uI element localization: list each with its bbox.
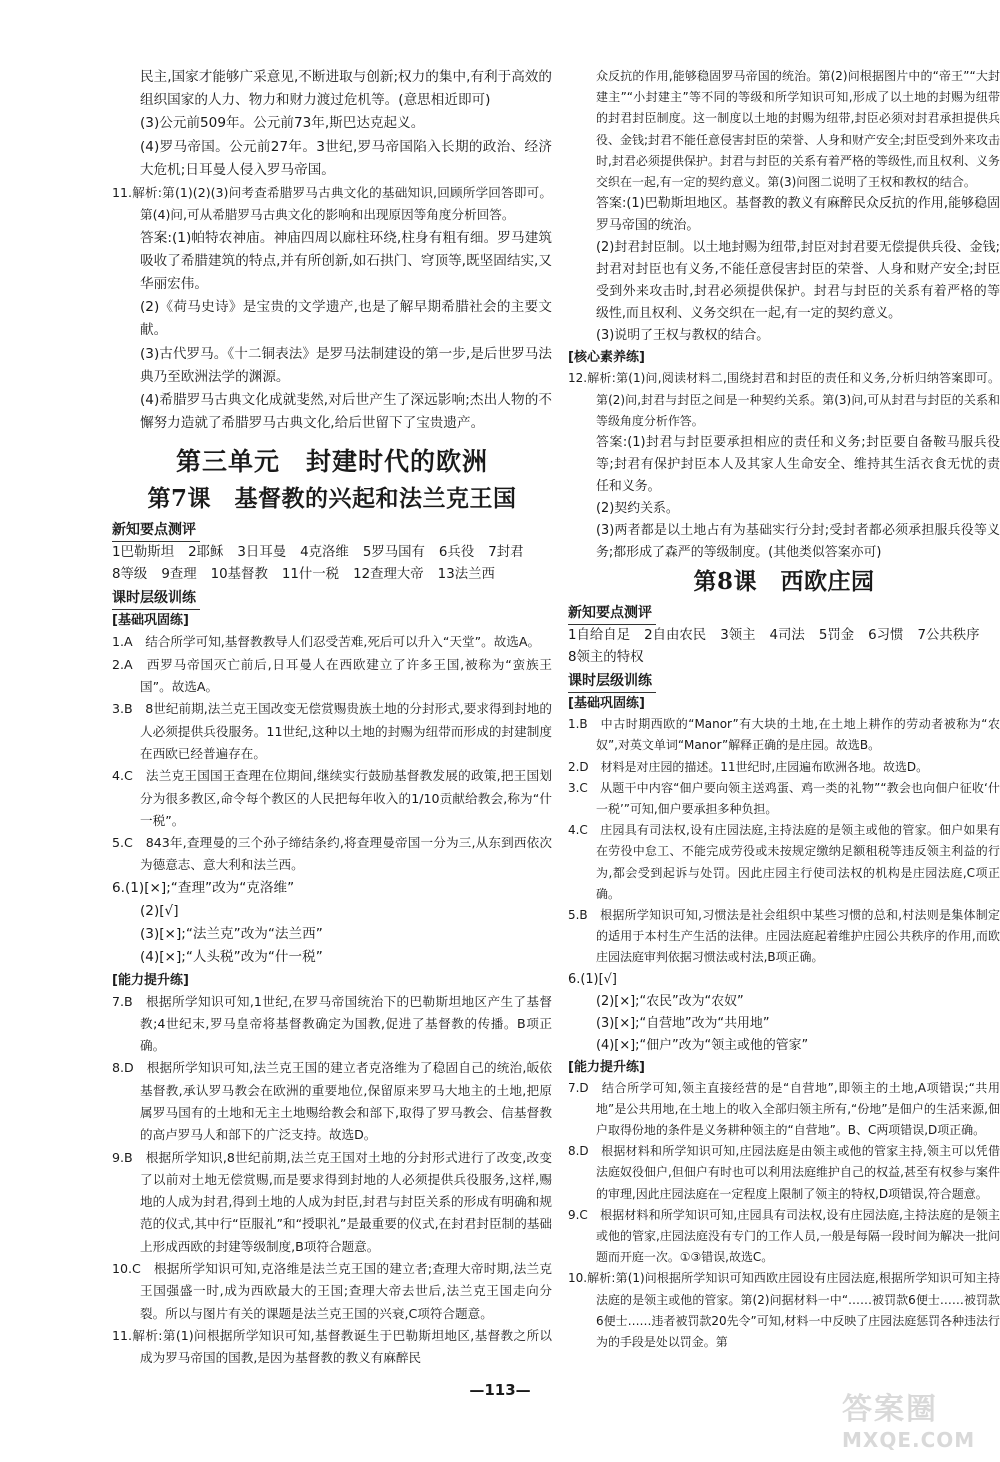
kp8-item: 4司法 (769, 628, 805, 644)
q12-analysis: 12.解析:第(1)问,阅读材料二,围绕封君和封臣的责任和义务,分析归纳答案即可。第(2)问,封君与封臣之间是一种契约关系。第(3)问,可从封君与封臣的关系和等级角度分析作答。 (568, 371, 1000, 428)
answer-item: 4.C 庄园具有司法权,设有庄园法庭,主持法庭的是领主或他的管家。佃户如果有在劳役中怠工、不能完成劳役或未按规定缴纳足额租税等违反领主利益的行为,都会受到起诉与处罚。因此庄园主行使司法权的机构是庄园法庭,C项正确。 (568, 823, 1000, 901)
answer-item: 1.B 中古时期西欧的“Manor”有大块的土地,在土地上耕作的劳动者被称为“农奴”,对英文单词“Manor”解释正确的是庄园。故选B。 (568, 717, 1000, 753)
kp7-item: 12查理大帝 (353, 567, 424, 583)
answer-item: 9.B 根据所学知识,8世纪前期,法兰克王国对土地的分封形式进行了改变,改变了以前对土地无偿赏赐,而是要求得到封地的人必须提供兵役服务,这样,赐地的人成为封君,得到土地的人成为封臣,封君与封臣关系的形成有明确和规范的仪式,其中行“臣服礼”和“授职礼”是最重要的仪式,在封君封臣制的基础上形成西欧的封建等级制度,B项符合题意。 (112, 1149, 552, 1254)
ability-practice-heading-7: [能力提升练] (112, 972, 189, 988)
kp7-item: 10基督教 (210, 567, 268, 583)
kp7-item: 4克洛维 (300, 545, 349, 561)
q11-answer-right-3: (3)说明了王权与教权的结合。 (596, 328, 770, 344)
q12-answer-2: (2)契约关系。 (596, 501, 679, 517)
right-column (568, 66, 1000, 1353)
answer-item: 3.C 从题干中内容“佃户要向领主送鸡蛋、鸡一类的礼物”“教会也向佃户征收‘什一税’”可知,佃户要承担多种负担。 (568, 780, 1000, 817)
q11-answer-right-1: 答案:(1)巴勒斯坦地区。基督教的教义有麻醉民众反抗的作用,能够稳固罗马帝国的统治。 (596, 196, 1000, 234)
section-level-training-7 (112, 587, 552, 610)
basic-practice-heading-8: [基础巩固练] (568, 696, 645, 712)
answer-item: (4)[×];“佃户”改为“领主或他的管家” (596, 1037, 809, 1053)
lesson-7-title: 第7课 基督教的兴起和法兰克王国 (147, 485, 517, 513)
q11-answer-3: (3)古代罗马。《十二铜表法》是罗马法制建设的第一步,是后世罗马法典乃至欧洲法学的渊源。 (140, 345, 552, 385)
answer-item: 8.D 根据材料和所学知识可知,庄园法庭是由领主或他的管家主持,领主可以凭借法庭奴役佃户,但佃户有时也可以利用法庭维护自己的权益,甚至有权参与案件的审理,因此庄园法庭在一定程度上限制了领主的特权,D项错误,符合题意。 (568, 1144, 1000, 1201)
unit-title: 第三单元 封建时代的欧洲 (175, 447, 488, 477)
kp7-item: 5罗马国有 (362, 545, 425, 561)
intro-answer-3: (4)罗马帝国。公元前27年。3世纪,罗马帝国陷入长期的政治、经济大危机;日耳曼人侵入罗马帝国。 (140, 138, 552, 178)
answer-item: 10.C 根据所学知识可知,克洛维是法兰克王国的建立者;查理大帝时期,法兰克王国强盛一时,成为西欧最大的王国;查理大帝去世后,法兰克王国走向分裂。所以与图片有关的课题是法兰克王国的兴衰,C项符合题意。 (112, 1261, 552, 1321)
answer-item: 6.(1)[×];“查理”改为“克洛维” (112, 879, 295, 896)
answer-item: 11.解析:第(1)问根据所学知识可知,基督教诞生于巴勒斯坦地区,基督教之所以成为罗马帝国的国教,是因为基督教的教义有麻醉民 (112, 1327, 552, 1366)
kp7-item: 7封君 (488, 545, 524, 561)
section-level-training-7-label: 课时层级训练 (112, 587, 200, 610)
answer-item: (4)[×];“人头税”改为“什一税” (140, 949, 323, 966)
intro-answer-1: 民主,国家才能够广采意见,不断进取与创新;权力的集中,有利于高效的组织国家的人力、物力和财力渡过危机等。(意思相近即可) (140, 69, 552, 109)
section-new-knowledge-8 (568, 602, 1000, 625)
kp8-item: 5罚金 (818, 628, 855, 644)
intro-answer-2: (3)公元前509年。公元前73年,斯巴达克起义。 (140, 115, 425, 132)
left-column (112, 66, 552, 1370)
page-number: —113— (469, 1381, 531, 1399)
kp7-item: 1巴勒斯坦 (112, 545, 175, 561)
answer-item: 1.A 结合所学可知,基督教教导人们忍受苦难,死后可以升入“天堂”。故选A。 (112, 634, 541, 650)
section-new-knowledge-7-label: 新知要点测评 (112, 519, 200, 542)
kp7-item: 13法兰西 (437, 567, 495, 583)
watermark-logo (842, 1384, 992, 1452)
basic-practice-heading-7: [基础巩固练] (112, 613, 189, 629)
answer-item: (3)[×];“法兰克”改为“法兰西” (140, 926, 323, 943)
kp8-item: 3领主 (720, 628, 756, 644)
answer-item: 7.D 结合所学可知,领主直接经营的是“自营地”,即领主的土地,A项错误;“共用地”是公共用地,在土地上的收入全部归领主所有,“份地”是佃户的生活来源,佃户取得份地的条件是义务耕种领主的“自营地”。B、C两项错误,D项正确。 (568, 1080, 1000, 1138)
answer-item: 10.解析:第(1)问根据所学知识可知西欧庄园设有庄园法庭,根据所学知识可知主持法庭的是领主或他的管家。第(2)问据材料一中“……被罚款6便士……被罚款6便士……违者被罚款20先令”可知,材料一中反映了庄园法庭惩罚各种违法行为的手段是处以罚金。第 (568, 1271, 1000, 1349)
answer-item: 6.(1)[√] (568, 971, 617, 987)
kp7-item: 3日耳曼 (237, 545, 287, 561)
section-new-knowledge-7 (112, 519, 552, 542)
kp7-item: 6兵役 (438, 545, 475, 561)
kp8-item: 2自由农民 (644, 628, 707, 644)
section-level-training-8 (568, 670, 1000, 693)
kp7-item: 9查理 (161, 567, 197, 583)
answer-item: (2)[√] (140, 902, 179, 919)
lesson-8-title: 第8课 西欧庄园 (693, 568, 875, 596)
kp7-item: 2耶稣 (188, 545, 224, 561)
answer-item: 8.D 根据所学知识可知,法兰克王国的建立者克洛维为了稳固自己的统治,皈依基督教,承认罗马教会在欧洲的重要地位,保留原来罗马大地主的土地,把原属罗马国有的土地和无主土地赐给教会和部下,取得了罗马教会、信基督教的高卢罗马人和部下的广泛支持。故选D。 (112, 1060, 552, 1143)
answer-item: (2)[×];“农民”改为“农奴” (596, 993, 744, 1009)
kp7-item: 8等级 (112, 567, 148, 583)
q11-analysis: 11.解析:第(1)(2)(3)问考查希腊罗马古典文化的基础知识,回顾所学回答即可。第(4)问,可从希腊罗马古典文化的影响和出现原因等角度分析回答。 (112, 185, 552, 223)
watermark-top-text: 答案圈 (842, 1392, 938, 1427)
answer-item: 7.B 根据所学知识可知,1世纪,在罗马帝国统治下的巴勒斯坦地区产生了基督教;4世纪末,罗马皇帝将基督教确定为国教,促进了基督教的传播。B项正确。 (112, 993, 552, 1054)
answer-item: 4.C 法兰克王国国王查理在位期间,继续实行鼓励基督教发展的政策,把王国划分为很多教区,命令每个教区的人民把每年收入的1/10贡献给教会,称为“什一税”。 (112, 768, 552, 828)
q11-analysis-continued: 众反抗的作用,能够稳固罗马帝国的统治。第(2)问根据图片中的“帝王”“大封建主”“小封建主”等不同的等级和所学知识可知,形成了以土地的封赐为纽带的封君封臣制度。这一制度以土地的封赐为纽带,封臣必须对封君承担提供兵役、金钱;封君不能任意侵害封臣的荣誉、人身和财产安全;封臣受到外来攻击时,封君必须提供保护。封君与封臣的关系有着严格的等级性,而且权利、义务交织在一起,有一定的契约意义。第(3)问图二说明了王权和教权的结合。 (596, 69, 1000, 189)
q11-answer-right-2: (2)封君封臣制。以土地封赐为纽带,封臣对封君要无偿提供兵役、金钱;封君对封臣也有义务,不能任意侵害封臣的荣誉、人身和财产安全;封臣受到外来攻击时,封君必须提供保护。封君与封臣的关系有着严格的等级性,而且权利、义务交织在一起,有一定的契约意义。 (596, 240, 1000, 322)
q12-answer-3: (3)两者都是以土地占有为基础实行分封;受封者都必须承担服兵役等义务;都形成了森严的等级制度。(其他类似答案亦可) (596, 523, 1000, 561)
watermark-bottom-text: MXQE.COM (842, 1428, 976, 1452)
q12-answer-1: 答案:(1)封君与封臣要承担相应的责任和义务;封臣要自备鞍马服兵役等;封君有保护封臣本人及其家人生命安全、维持其生活衣食无忧的责任和义务。 (596, 435, 1000, 495)
q11-answer-4: (4)希腊罗马古典文化成就斐然,对后世产生了深远影响;杰出人物的不懈努力造就了希腊罗马古典文化,给后世留下了宝贵遗产。 (140, 392, 552, 432)
kp8-item: 8领主的特权 (568, 650, 644, 666)
answer-item: (3)[×];“自营地”改为“共用地” (596, 1015, 770, 1031)
core-literacy-heading: [核心素养练] (568, 350, 645, 366)
answer-item: 5.C 843年,查理曼的三个孙子缔结条约,将查理曼帝国一分为三,从东到西依次为德意志、意大利和法兰西。 (112, 835, 552, 873)
kp8-item: 1自给自足 (568, 628, 631, 644)
q11-answer-1: 答案:(1)帕特农神庙。神庙四周以廊柱环绕,柱身有粗有细。罗马建筑吸收了希腊建筑的特点,并有所创新,如石拱门、穹顶等,既坚固结实,又华丽宏伟。 (140, 229, 552, 293)
answer-item: 9.C 根据材料和所学知识可知,庄园具有司法权,设有庄园法庭,主持法庭的是领主或他的管家,庄园法庭没有专门的工作人员,一般是每隔一段时间为解决一批问题而开庭一次。①③错误,故选C。 (568, 1207, 1000, 1265)
ability-practice-heading-8: [能力提升练] (568, 1059, 645, 1075)
kp8-item: 6习惯 (868, 628, 904, 644)
key-points-lesson-7 (112, 542, 552, 586)
answer-item: 5.B 根据所学知识可知,习惯法是社会组织中某些习惯的总和,村法则是集体制定的适用于本村生产生活的法律。庄园法庭起着维护庄园公共秩序的作用,而欧庄园法庭审判依据习惯法或村法,B项正确。 (568, 907, 1000, 965)
answer-item: 2.D 材料是对庄园的描述。11世纪时,庄园遍布欧洲各地。故选D。 (568, 759, 929, 774)
section-new-knowledge-8-label: 新知要点测评 (568, 602, 656, 625)
kp8-item: 7公共秩序 (917, 628, 980, 644)
kp7-item: 11什一税 (281, 567, 340, 583)
section-level-training-8-label: 课时层级训练 (568, 670, 656, 693)
key-points-lesson-8 (568, 625, 1000, 669)
q11-answer-2: (2)《荷马史诗》是宝贵的文学遗产,也是了解早期希腊社会的主要文献。 (140, 299, 552, 339)
answer-item: 3.B 8世纪前期,法兰克王国改变无偿赏赐贵族土地的分封形式,要求得到封地的人必须提供兵役服务。11世纪,这种以土地的封赐为纽带而形成的封建制度在西欧已经普遍存在。 (112, 701, 552, 761)
answer-item: 2.A 西罗马帝国灭亡前后,日耳曼人在西欧建立了许多王国,被称为“蛮族王国”。故选A。 (112, 656, 552, 695)
